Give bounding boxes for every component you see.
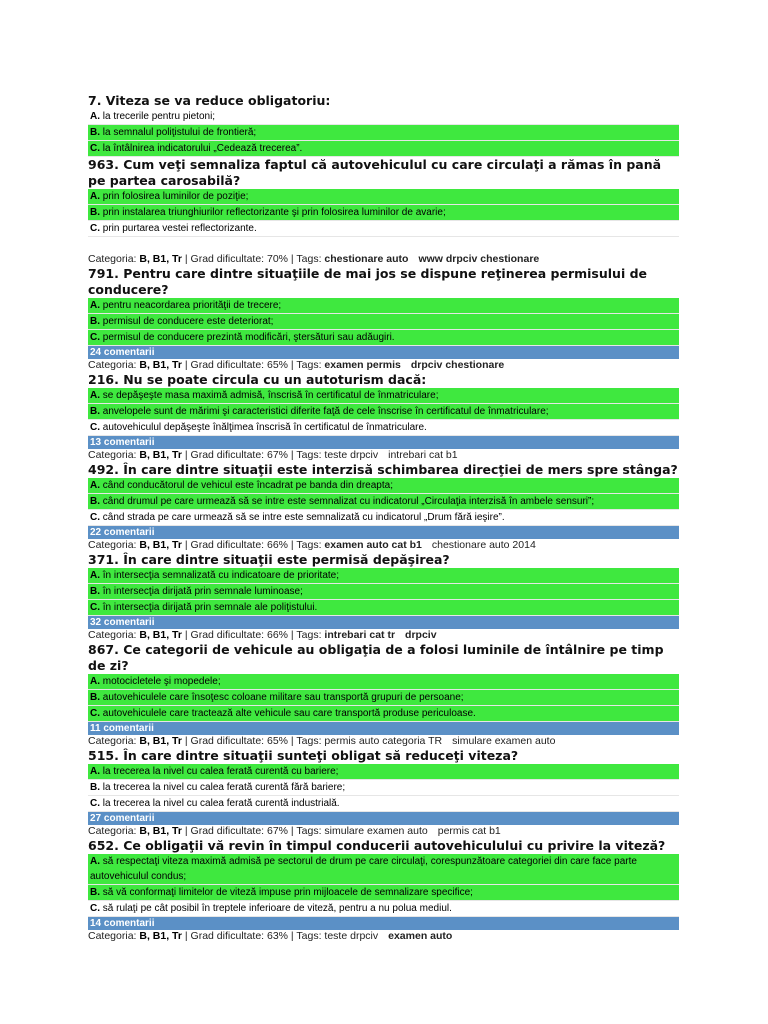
- answer-text: anvelopele sunt de mărimi şi caracteristici diferite faţă de cele înscrise în certificatul de înmatriculare;: [102, 406, 549, 417]
- meta-difficulty: | Grad dificultate: 63% | Tags:: [184, 930, 322, 942]
- question-block: [88, 157, 679, 266]
- meta-category-label: Categoria:: [88, 735, 137, 747]
- answer-letter: C.: [90, 143, 100, 154]
- answer-letter: B.: [90, 782, 100, 793]
- answer-text: motocicletele şi mopedele;: [102, 676, 221, 687]
- answer-option[interactable]: [88, 796, 679, 812]
- answer-text: la trecerea la nivel cu calea ferată curentă cu bariere;: [102, 766, 339, 777]
- meta-category-label: Categoria:: [88, 359, 137, 371]
- tag-link[interactable]: chestionare auto 2014: [431, 539, 536, 551]
- answer-text: când conducătorul de vehicul este încadrat pe banda din dreapta;: [102, 480, 393, 491]
- answer-option-correct[interactable]: [88, 314, 679, 330]
- answer-letter: C.: [90, 602, 100, 613]
- answer-option-correct[interactable]: [88, 205, 679, 221]
- question-title: 963. Cum veţi semnaliza faptul că autovehiculul cu care circulaţi a rămas în pană pe partea carosabilă?: [88, 157, 662, 188]
- answer-letter: A.: [90, 570, 100, 581]
- answer-letter: A.: [90, 856, 100, 867]
- question-block: [88, 266, 679, 372]
- tag-link[interactable]: drpciv chestionare: [410, 359, 505, 371]
- answer-letter: C.: [90, 332, 100, 343]
- question-block: [88, 838, 679, 943]
- answer-option-correct[interactable]: [88, 404, 679, 420]
- meta-category-label: Categoria:: [88, 539, 137, 551]
- answer-text: autovehiculele care însoţesc coloane militare sau transportă grupuri de persoane;: [102, 692, 464, 703]
- answer-text: să respectaţi viteza maximă admisă pe sectorul de drum pe care circulaţi, corespunzătoare categoriei din care face parte autovehiculul condus;: [90, 856, 637, 882]
- answer-option[interactable]: [88, 780, 679, 796]
- answer-text: la întâlnirea indicatorului „Cedează trecerea”.: [102, 143, 303, 154]
- comments-link[interactable]: 22 comentarii: [88, 526, 679, 539]
- meta-difficulty: | Grad dificultate: 67% | Tags:: [184, 825, 322, 837]
- answer-option[interactable]: [88, 510, 679, 526]
- question-meta: [88, 253, 679, 266]
- comments-link[interactable]: 24 comentarii: [88, 346, 679, 359]
- answer-letter: C.: [90, 708, 100, 719]
- answer-option-correct[interactable]: [88, 388, 679, 404]
- answer-letter: B.: [90, 316, 100, 327]
- question-block: [88, 372, 679, 462]
- tag-link[interactable]: examen permis: [324, 359, 401, 371]
- meta-difficulty: | Grad dificultate: 66% | Tags:: [184, 629, 322, 641]
- comments-link[interactable]: 13 comentarii: [88, 436, 679, 449]
- answer-text: prin folosirea luminilor de poziţie;: [102, 191, 249, 202]
- tag-link[interactable]: www drpciv chestionare: [418, 253, 540, 265]
- answer-text: în intersecţia semnalizată cu indicatoare de prioritate;: [102, 570, 340, 581]
- answer-text: când strada pe care urmează să se intre este semnalizată cu indicatorul „Drum fără ieşire”.: [102, 512, 505, 523]
- tag-link[interactable]: intrebari cat b1: [388, 449, 458, 461]
- meta-categories: B, B1, Tr: [139, 253, 182, 265]
- tag-link[interactable]: drpciv: [405, 629, 437, 641]
- answer-option[interactable]: [88, 420, 679, 436]
- answer-option-correct[interactable]: [88, 568, 679, 584]
- meta-difficulty: | Grad dificultate: 66% | Tags:: [184, 539, 322, 551]
- comments-link[interactable]: 32 comentarii: [88, 616, 679, 629]
- meta-category-label: Categoria:: [88, 930, 137, 942]
- answer-option[interactable]: [88, 901, 679, 917]
- question-block: [88, 93, 679, 157]
- answer-option-correct[interactable]: [88, 298, 679, 314]
- answer-letter: C.: [90, 903, 100, 914]
- meta-category-label: Categoria:: [88, 629, 137, 641]
- answer-letter: B.: [90, 496, 100, 507]
- tag-link[interactable]: examen auto: [388, 930, 453, 942]
- question-title: 7. Viteza se va reduce obligatoriu:: [88, 93, 331, 108]
- answer-option-correct[interactable]: [88, 494, 679, 510]
- answer-option-correct[interactable]: [88, 885, 679, 901]
- question-meta: [88, 735, 679, 748]
- answer-text: să rulaţi pe cât posibil în treptele inferioare de viteză, pentru a nu polua mediul.: [102, 903, 452, 914]
- answer-letter: B.: [90, 406, 100, 417]
- answer-text: permisul de conducere prezintă modificări, ştersături sau adăugiri.: [102, 332, 395, 343]
- answer-option-correct[interactable]: [88, 764, 679, 780]
- tag-link[interactable]: simulare examen auto: [324, 825, 428, 837]
- meta-categories: B, B1, Tr: [139, 629, 182, 641]
- answer-text: autovehiculul depăşeşte înălţimea înscrisă în certificatul de înmatriculare.: [102, 422, 427, 433]
- answer-letter: C.: [90, 798, 100, 809]
- answer-letter: B.: [90, 586, 100, 597]
- tag-link[interactable]: teste drpciv: [324, 449, 379, 461]
- answer-option-correct[interactable]: [88, 141, 679, 157]
- answer-text: la trecerea la nivel cu calea ferată curentă industrială.: [102, 798, 340, 809]
- answer-text: să vă conformaţi limitelor de viteză impuse prin mijloacele de semnalizare specifice;: [102, 887, 473, 898]
- tag-link[interactable]: teste drpciv: [324, 930, 379, 942]
- question-title: 652. Ce obligaţii vă revin în timpul conducerii autovehiculului cu privire la viteză?: [88, 838, 666, 853]
- comments-link[interactable]: 27 comentarii: [88, 812, 679, 825]
- question-title: 867. Ce categorii de vehicule au obligaţia de a folosi luminile de întâlnire pe timp de zi?: [88, 642, 664, 673]
- answer-option-correct[interactable]: [88, 125, 679, 141]
- tag-link[interactable]: examen auto cat b1: [324, 539, 422, 551]
- meta-difficulty: | Grad dificultate: 65% | Tags:: [184, 735, 322, 747]
- answer-text: la trecerea la nivel cu calea ferată curentă fără bariere;: [102, 782, 346, 793]
- comments-link[interactable]: 14 comentarii: [88, 917, 679, 930]
- answer-letter: B.: [90, 692, 100, 703]
- answer-letter: A.: [90, 191, 100, 202]
- answer-option-correct[interactable]: [88, 674, 679, 690]
- question-meta: [88, 539, 679, 552]
- answer-letter: C.: [90, 422, 100, 433]
- answer-option-correct[interactable]: [88, 600, 679, 616]
- answer-letter: C.: [90, 512, 100, 523]
- answer-option-correct[interactable]: [88, 584, 679, 600]
- answer-letter: B.: [90, 127, 100, 138]
- meta-categories: B, B1, Tr: [139, 449, 182, 461]
- tag-link[interactable]: chestionare auto: [324, 253, 409, 265]
- spacer: [88, 237, 679, 253]
- answer-text: la trecerile pentru pietoni;: [102, 111, 216, 122]
- answer-option[interactable]: [88, 221, 679, 237]
- meta-categories: B, B1, Tr: [139, 539, 182, 551]
- meta-difficulty: | Grad dificultate: 67% | Tags:: [184, 449, 322, 461]
- answer-letter: A.: [90, 300, 100, 311]
- answer-option-correct[interactable]: [88, 854, 679, 885]
- question-title: 371. În care dintre situaţii este permisă depăşirea?: [88, 552, 450, 567]
- meta-categories: B, B1, Tr: [139, 359, 182, 371]
- answer-text: la semnalul poliţistului de frontieră;: [102, 127, 257, 138]
- meta-category-label: Categoria:: [88, 253, 137, 265]
- tag-link[interactable]: intrebari cat tr: [324, 629, 396, 641]
- meta-difficulty: | Grad dificultate: 70% | Tags:: [184, 253, 322, 265]
- question-meta: [88, 629, 679, 642]
- question-title: 791. Pentru care dintre situaţiile de mai jos se dispune reţinerea permisului de conducere?: [88, 266, 648, 297]
- question-meta: [88, 449, 679, 462]
- meta-categories: B, B1, Tr: [139, 825, 182, 837]
- question-meta: [88, 359, 679, 372]
- answer-text: se depăşeşte masa maximă admisă, înscrisă în certificatul de înmatriculare;: [102, 390, 439, 401]
- question-block: [88, 642, 679, 748]
- answer-letter: C.: [90, 223, 100, 234]
- answer-text: în intersecţia dirijată prin semnale ale poliţistului.: [102, 602, 318, 613]
- comments-link[interactable]: 11 comentarii: [88, 722, 679, 735]
- answer-letter: A.: [90, 390, 100, 401]
- question-meta: [88, 825, 679, 838]
- answer-text: prin instalarea triunghiurilor reflectorizante şi prin folosirea luminilor de avarie;: [102, 207, 446, 218]
- answer-letter: A.: [90, 766, 100, 777]
- question-block: [88, 462, 679, 552]
- question-title: 216. Nu se poate circula cu un autoturism dacă:: [88, 372, 427, 387]
- question-block: [88, 748, 679, 838]
- answer-option[interactable]: [88, 109, 679, 125]
- answer-option-correct[interactable]: [88, 706, 679, 722]
- answer-text: pentru neacordarea priorităţii de trecere;: [102, 300, 282, 311]
- answer-letter: A.: [90, 676, 100, 687]
- answer-option-correct[interactable]: [88, 478, 679, 494]
- question-meta: [88, 930, 679, 943]
- answer-text: autovehiculele care tractează alte vehicule sau care transportă produse periculoase.: [102, 708, 476, 719]
- answer-text: când drumul pe care urmează să se intre este semnalizat cu indicatorul „Circulaţia interzisă în ambele sensuri”;: [102, 496, 595, 507]
- meta-category-label: Categoria:: [88, 825, 137, 837]
- answer-letter: A.: [90, 480, 100, 491]
- answer-option-correct[interactable]: [88, 189, 679, 205]
- meta-categories: B, B1, Tr: [139, 735, 182, 747]
- answer-letter: B.: [90, 887, 100, 898]
- meta-categories: B, B1, Tr: [139, 930, 182, 942]
- tag-link[interactable]: simulare examen auto: [452, 735, 556, 747]
- question-title: 492. În care dintre situaţii este interzisă schimbarea direcţiei de mers spre stânga?: [88, 462, 678, 477]
- answer-letter: B.: [90, 207, 100, 218]
- answer-option-correct[interactable]: [88, 330, 679, 346]
- meta-difficulty: | Grad dificultate: 65% | Tags:: [184, 359, 322, 371]
- answer-option-correct[interactable]: [88, 690, 679, 706]
- meta-category-label: Categoria:: [88, 449, 137, 461]
- tag-link[interactable]: permis cat b1: [437, 825, 501, 837]
- answer-text: permisul de conducere este deteriorat;: [102, 316, 274, 327]
- question-block: [88, 552, 679, 642]
- answer-text: în intersecţia dirijată prin semnale luminoase;: [102, 586, 303, 597]
- answer-text: prin purtarea vestei reflectorizante.: [102, 223, 257, 234]
- quiz-list: [88, 93, 679, 943]
- tag-link[interactable]: permis auto categoria TR: [324, 735, 443, 747]
- question-title: 515. În care dintre situaţii sunteţi obligat să reduceţi viteza?: [88, 748, 519, 763]
- answer-letter: A.: [90, 111, 100, 122]
